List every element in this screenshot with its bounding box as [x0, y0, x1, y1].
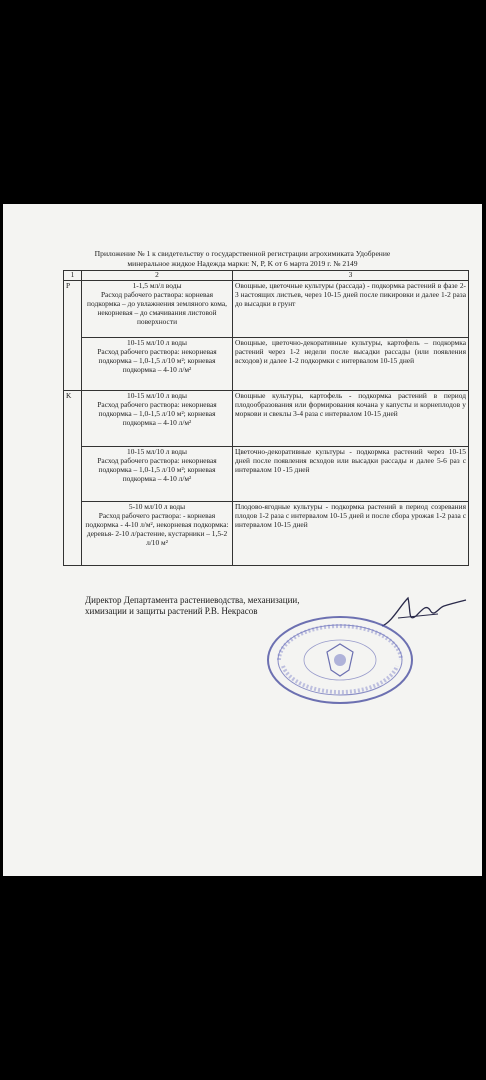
table-row — [64, 337, 469, 390]
dose-cell — [82, 337, 233, 390]
dose-cell — [82, 446, 233, 501]
dose-text: 10-15 мл/10 л воды — [127, 446, 187, 456]
crops-cell: Овощные, цветочные культуры (рассада) - подкормка растений в фазе 2-3 настоящих листьев, через 10-15 дней после пикировки и далее 1-2 раза до высадки в грунт — [233, 280, 469, 337]
rate-text: Расход рабочего раствора: некорневая подкормка – 1,0-1,5 л/10 м²; корневая подкормка – 4-10 л/м² — [97, 346, 217, 374]
crops-cell: Цветочно-декоративные культуры - подкормка растений через 10-15 дней после появления всходов или высадки рассады и далее 5-6 раз с интервалом 10 -15 дней — [233, 446, 469, 501]
dose-text: 5-10 мл/10 л воды — [128, 501, 186, 511]
column-number: 1 — [64, 271, 82, 281]
dose-cell — [82, 280, 233, 337]
signature-name: химизации и защиты растений Р.В. Некрасов — [85, 606, 258, 616]
header-line-2: минеральное жидкое Надежда марки: N, P, K от 6 марта 2019 г. № 2149 — [127, 259, 358, 268]
header-line-1: Приложение № 1 к свидетельству о государственной регистрации агрохимиката Удобрение — [94, 249, 391, 258]
crops-cell: Плодово-ягодные культуры - подкормка растений в период созревания плодов 1-2 раза с интервалом 10-15 дней и после сбора урожая 1-2 раза с интервалом 10-15 дней — [233, 501, 469, 565]
rate-text: Расход рабочего раствора: некорневая подкормка – 1,0-1,5 л/10 м²; корневая подкормка – 4-10 л/м² — [97, 399, 217, 427]
dose-cell — [82, 390, 233, 446]
document-header — [3, 249, 482, 269]
table-row — [64, 280, 469, 337]
dose-text: 1-1,5 мл/л воды — [132, 280, 182, 290]
table-row — [64, 446, 469, 501]
signature-title: Директор Департамента растениеводства, механизации, — [85, 595, 300, 605]
dosage-table — [63, 270, 469, 566]
fertilizer-mark: K — [64, 390, 82, 565]
column-number: 2 — [82, 271, 233, 281]
dose-cell — [82, 501, 233, 565]
fertilizer-mark: P — [64, 280, 82, 390]
crops-cell: Овощные культуры, картофель - подкормка растений в период плодообразования или формирования кочана у капусты и корнеплодов у моркови и свеклы 3-4 раза с интервалом 10-15 дней — [233, 390, 469, 446]
dose-text: 10-15 мл/10 л воды — [127, 390, 187, 400]
document-page — [3, 204, 482, 876]
column-number-row — [64, 271, 469, 281]
dose-text: 10-15 мл/10 л воды — [127, 337, 187, 347]
rate-text: Расход рабочего раствора: некорневая подкормка – 1,0-1,5 л/10 м²; корневая подкормка – 4-10 л/м² — [97, 455, 217, 483]
rate-text: Расход рабочего раствора: корневая подкормка – до увлажнения земляного кома, некорневая – до смачивания листовой поверхности — [87, 289, 227, 326]
crops-cell: Овощные, цветочно-декоративные культуры, картофель – подкормка растений через 1-2 недели после высадки рассады (или появления всходов) и далее 1-2 подкормки с интервалом 10-15 дней — [233, 337, 469, 390]
official-seal-icon — [265, 614, 415, 706]
rate-text: Расход рабочего раствора: - корневая подкормка - 4-10 л/м², некорневая подкормка: деревья- 2-10 л/растение, кустарники – 1,5-2 л/10 м² — [85, 510, 229, 547]
table-row — [64, 390, 469, 446]
table-row — [64, 501, 469, 565]
column-number: 3 — [233, 271, 469, 281]
